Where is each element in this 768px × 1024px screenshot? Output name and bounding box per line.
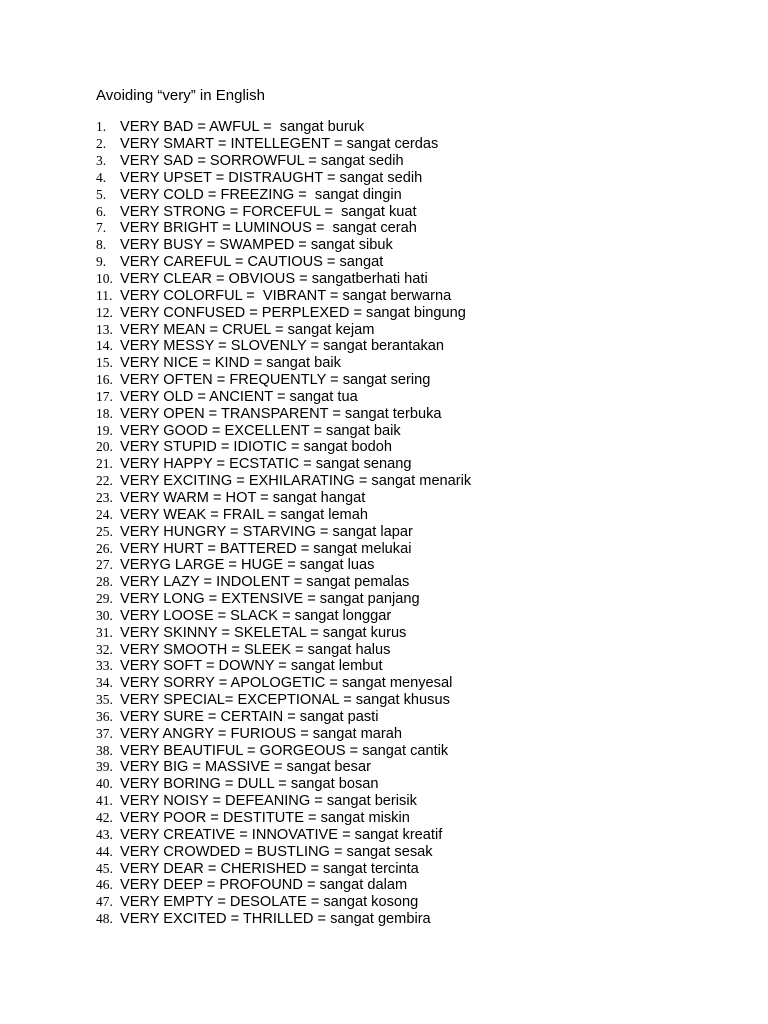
item-number: 32.	[96, 641, 113, 657]
item-number: 41.	[96, 793, 113, 809]
list-item	[96, 894, 471, 911]
item-number: 47.	[96, 894, 113, 910]
item-number: 43.	[96, 826, 113, 842]
item-number: 20.	[96, 439, 113, 455]
list-item	[96, 220, 471, 237]
list-item	[96, 793, 471, 810]
item-number: 29.	[96, 591, 113, 607]
list-item	[96, 557, 471, 574]
item-number: 3.	[96, 153, 107, 169]
item-number: 10.	[96, 271, 113, 287]
list-item	[96, 405, 471, 422]
list-item	[96, 675, 471, 692]
list-item	[96, 506, 471, 523]
list-item	[96, 304, 471, 321]
item-number: 31.	[96, 624, 113, 640]
item-text: VERY NOISY = DEFEANING = sangat berisik	[120, 793, 417, 810]
list-item	[96, 877, 471, 894]
list-item	[96, 473, 471, 490]
item-text: VERY OFTEN = FREQUENTLY = sangat sering	[120, 372, 431, 389]
item-text: VERY OPEN = TRANSPARENT = sangat terbuka	[120, 405, 442, 422]
item-text: VERY CONFUSED = PERPLEXED = sangat bingung	[120, 304, 466, 321]
list-item	[96, 389, 471, 406]
list-item	[96, 826, 471, 843]
list-item	[96, 591, 471, 608]
list-item	[96, 422, 471, 439]
item-number: 42.	[96, 810, 113, 826]
item-text: VERY SMART = INTELLEGENT = sangat cerdas	[120, 136, 439, 153]
list-item	[96, 911, 471, 928]
item-text: VERY MEAN = CRUEL = sangat kejam	[120, 321, 375, 338]
item-text: VERY CAREFUL = CAUTIOUS = sangat	[120, 254, 384, 271]
item-text: VERY SAD = SORROWFUL = sangat sedih	[120, 153, 404, 170]
item-text: VERY DEEP = PROFOUND = sangat dalam	[120, 877, 408, 894]
item-text: VERY SKINNY = SKELETAL = sangat kurus	[120, 624, 407, 641]
item-number: 24.	[96, 506, 113, 522]
item-text: VERY OLD = ANCIENT = sangat tua	[120, 388, 358, 405]
list-item	[96, 338, 471, 355]
item-number: 36.	[96, 708, 113, 724]
item-number: 34.	[96, 675, 113, 691]
list-item	[96, 355, 471, 372]
item-text: VERY STUPID = IDIOTIC = sangat bodoh	[120, 439, 393, 456]
vocabulary-list	[96, 119, 471, 928]
list-item	[96, 186, 471, 203]
list-item	[96, 641, 471, 658]
item-number: 4.	[96, 169, 107, 185]
item-number: 25.	[96, 523, 113, 539]
item-number: 12.	[96, 304, 113, 320]
list-item	[96, 372, 471, 389]
list-item	[96, 742, 471, 759]
item-text: VERY SOFT = DOWNY = sangat lembut	[120, 658, 383, 675]
item-number: 27.	[96, 557, 113, 573]
item-number: 6.	[96, 203, 107, 219]
item-number: 18.	[96, 405, 113, 421]
item-text: VERY BEAUTIFUL = GORGEOUS = sangat cantik	[120, 742, 449, 759]
item-text: VERY SMOOTH = SLEEK = sangat halus	[120, 641, 391, 658]
list-item	[96, 136, 471, 153]
list-item	[96, 776, 471, 793]
item-text: VERY MESSY = SLOVENLY = sangat berantakan	[120, 338, 444, 355]
item-text: VERY SORRY = APOLOGETIC = sangat menyesal	[120, 675, 453, 692]
item-number: 5.	[96, 186, 107, 202]
item-text: VERY LAZY = INDOLENT = sangat pemalas	[120, 574, 410, 591]
list-item	[96, 271, 471, 288]
item-number: 1.	[96, 119, 107, 135]
item-number: 9.	[96, 254, 107, 270]
item-number: 7.	[96, 220, 107, 236]
item-text: VERY STRONG = FORCEFUL = sangat kuat	[120, 203, 417, 220]
item-text: VERY HAPPY = ECSTATIC = sangat senang	[120, 456, 412, 473]
item-number: 17.	[96, 388, 113, 404]
list-item	[96, 237, 471, 254]
item-number: 22.	[96, 473, 113, 489]
item-text: VERY HURT = BATTERED = sangat melukai	[120, 540, 412, 557]
item-number: 8.	[96, 237, 107, 253]
list-item	[96, 607, 471, 624]
item-number: 19.	[96, 422, 113, 438]
item-text: VERY EXCITING = EXHILARATING = sangat menarik	[120, 473, 472, 490]
item-text: VERY COLORFUL = VIBRANT = sangat berwarna	[120, 287, 452, 304]
list-item	[96, 490, 471, 507]
item-text: VERY NICE = KIND = sangat baik	[120, 355, 341, 372]
list-item	[96, 725, 471, 742]
item-text: VERY EXCITED = THRILLED = sangat gembira	[120, 911, 431, 928]
item-number: 30.	[96, 607, 113, 623]
item-text: VERY ANGRY = FURIOUS = sangat marah	[120, 725, 403, 742]
document-title: Avoiding “very” in English	[96, 87, 265, 104]
list-item	[96, 759, 471, 776]
list-item	[96, 709, 471, 726]
item-text: VERY BAD = AWFUL = sangat buruk	[120, 119, 365, 136]
item-text: VERY UPSET = DISTRAUGHT = sangat sedih	[120, 169, 423, 186]
item-number: 23.	[96, 489, 113, 505]
item-text: VERY EMPTY = DESOLATE = sangat kosong	[120, 894, 419, 911]
list-item	[96, 692, 471, 709]
item-text: VERY SURE = CERTAIN = sangat pasti	[120, 708, 379, 725]
item-text: VERY BORING = DULL = sangat bosan	[120, 776, 379, 793]
item-text: VERY WARM = HOT = sangat hangat	[120, 489, 366, 506]
item-number: 28.	[96, 574, 113, 590]
list-item	[96, 119, 471, 136]
item-number: 48.	[96, 911, 113, 927]
item-number: 39.	[96, 759, 113, 775]
list-item	[96, 321, 471, 338]
list-item	[96, 287, 471, 304]
item-text: VERY SPECIAL= EXCEPTIONAL = sangat khusus	[120, 692, 450, 709]
item-number: 33.	[96, 658, 113, 674]
item-text: VERY BIG = MASSIVE = sangat besar	[120, 759, 371, 776]
item-number: 44.	[96, 843, 113, 859]
item-text: VERY GOOD = EXCELLENT = sangat baik	[120, 422, 401, 439]
list-item	[96, 624, 471, 641]
list-item	[96, 658, 471, 675]
item-number: 40.	[96, 776, 113, 792]
item-text: VERY LOOSE = SLACK = sangat longgar	[120, 607, 392, 624]
item-text: VERY CREATIVE = INNOVATIVE = sangat kreatif	[120, 826, 443, 843]
list-item	[96, 203, 471, 220]
list-item	[96, 810, 471, 827]
list-item	[96, 254, 471, 271]
item-number: 46.	[96, 877, 113, 893]
item-number: 16.	[96, 372, 113, 388]
item-text: VERY HUNGRY = STARVING = sangat lapar	[120, 523, 413, 540]
item-text: VERY COLD = FREEZING = sangat dingin	[120, 186, 402, 203]
item-number: 21.	[96, 456, 113, 472]
list-item	[96, 153, 471, 170]
item-number: 37.	[96, 725, 113, 741]
list-item	[96, 456, 471, 473]
item-number: 45.	[96, 860, 113, 876]
item-text: VERY POOR = DESTITUTE = sangat miskin	[120, 810, 410, 827]
item-number: 38.	[96, 742, 113, 758]
item-text: VERYG LARGE = HUGE = sangat luas	[120, 557, 375, 574]
item-number: 26.	[96, 540, 113, 556]
list-item	[96, 843, 471, 860]
item-number: 15.	[96, 355, 113, 371]
list-item	[96, 574, 471, 591]
item-number: 2.	[96, 136, 107, 152]
item-text: VERY BRIGHT = LUMINOUS = sangat cerah	[120, 220, 417, 237]
list-item	[96, 540, 471, 557]
item-number: 35.	[96, 692, 113, 708]
list-item	[96, 439, 471, 456]
item-text: VERY CROWDED = BUSTLING = sangat sesak	[120, 843, 433, 860]
item-text: VERY DEAR = CHERISHED = sangat tercinta	[120, 860, 419, 877]
item-number: 14.	[96, 338, 113, 354]
item-number: 13.	[96, 321, 113, 337]
list-item	[96, 170, 471, 187]
list-item	[96, 860, 471, 877]
item-text: VERY LONG = EXTENSIVE = sangat panjang	[120, 591, 420, 608]
list-item	[96, 523, 471, 540]
item-text: VERY CLEAR = OBVIOUS = sangatberhati hati	[120, 271, 428, 288]
item-number: 11.	[96, 287, 113, 303]
item-text: VERY BUSY = SWAMPED = sangat sibuk	[120, 237, 393, 254]
item-text: VERY WEAK = FRAIL = sangat lemah	[120, 506, 368, 523]
